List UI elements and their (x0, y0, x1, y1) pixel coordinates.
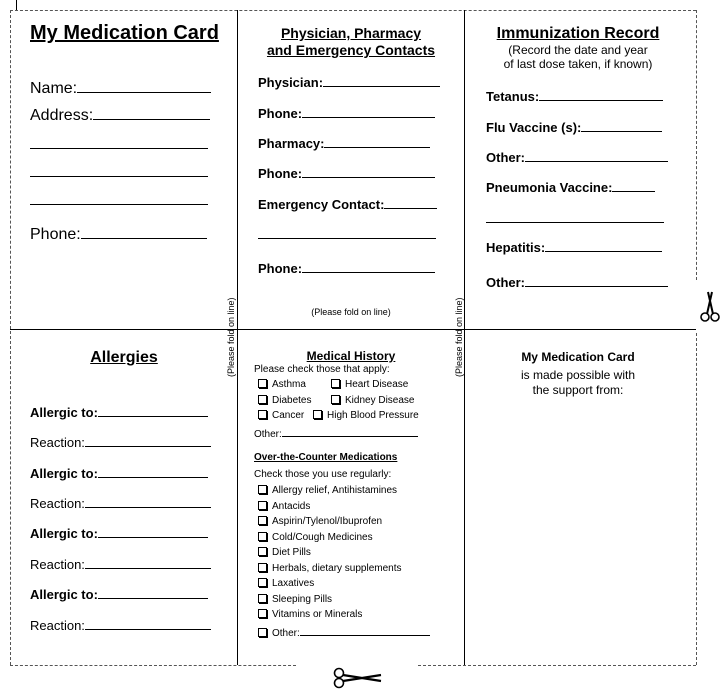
immunization-other-field-2[interactable] (486, 272, 668, 290)
otc-checkbox[interactable] (258, 532, 373, 543)
condition-checkbox[interactable] (313, 410, 419, 421)
cut-line-top (10, 10, 696, 11)
condition-label: Cancer (272, 410, 305, 421)
condition-label: Heart Disease (345, 379, 409, 390)
otc-label: Aspirin/Tylenol/Ibuprofen (272, 516, 383, 527)
fold-line-left (237, 10, 238, 665)
checkbox-icon[interactable] (313, 410, 322, 419)
checkbox-icon[interactable] (258, 379, 267, 388)
condition-checkbox[interactable] (331, 395, 414, 406)
reaction-label: Reaction: (30, 618, 85, 633)
otc-label: Vitamins or Minerals (272, 609, 363, 620)
emergency-label: Emergency Contact: (258, 197, 385, 212)
allergic-to-field-4[interactable] (30, 584, 208, 602)
otc-label: Herbals, dietary supplements (272, 563, 402, 574)
medical-other-field[interactable] (254, 426, 418, 440)
fold-line-right (464, 10, 465, 665)
checkbox-icon[interactable] (258, 628, 267, 637)
flu-label: Flu Vaccine (s): (486, 120, 582, 135)
pneumonia-label: Pneumonia Vaccine: (486, 180, 613, 195)
support-line2: is made possible with (520, 368, 636, 382)
condition-label: Kidney Disease (345, 395, 415, 406)
allergic-label: Allergic to: (30, 466, 98, 481)
phone-label: Phone: (30, 226, 81, 243)
otc-label: Other: (272, 628, 300, 639)
otc-checkbox[interactable] (258, 485, 397, 496)
medical-history-title: Medical History (306, 349, 396, 363)
physician-phone-field[interactable] (258, 103, 435, 121)
physician-label: Physician: (258, 75, 324, 90)
support-line3: the support from: (532, 383, 624, 397)
checkbox-icon[interactable] (258, 594, 267, 603)
allergic-label: Allergic to: (30, 587, 98, 602)
otc-checkbox[interactable] (258, 516, 382, 527)
checkbox-icon[interactable] (258, 485, 267, 494)
otc-label: Sleeping Pills (272, 594, 333, 605)
otc-instruction: Check those you use regularly: (254, 469, 392, 480)
other-label: Other: (486, 150, 525, 165)
cut-line-bottom-left (10, 665, 296, 666)
otc-checkbox-other[interactable] (258, 625, 430, 639)
condition-checkbox[interactable] (258, 395, 311, 406)
medical-history-instruction: Please check those that apply: (254, 364, 390, 375)
name-field[interactable] (30, 78, 211, 98)
address-label: Address: (30, 107, 94, 124)
otc-checkbox[interactable] (258, 563, 402, 574)
otc-label: Diet Pills (272, 547, 311, 558)
contacts-title-line1: Physician, Pharmacy (280, 25, 422, 41)
cut-line-left (10, 10, 11, 665)
checkbox-icon[interactable] (258, 532, 267, 541)
reaction-field-2[interactable] (30, 493, 211, 511)
otc-checkbox[interactable] (258, 547, 311, 558)
condition-label: High Blood Pressure (327, 410, 419, 421)
otc-label: Allergy relief, Antihistamines (272, 485, 398, 496)
hepatitis-label: Hepatitis: (486, 240, 546, 255)
name-label: Name: (30, 80, 78, 97)
immunization-subtitle-line2: of last dose taken, if known) (503, 57, 653, 71)
fold-line-horizontal (10, 329, 696, 330)
otc-label: Cold/Cough Medicines (272, 532, 373, 543)
condition-label: Asthma (272, 379, 306, 390)
pharmacy-label: Pharmacy: (258, 136, 325, 151)
tetanus-label: Tetanus: (486, 89, 540, 104)
checkbox-icon[interactable] (331, 395, 340, 404)
allergic-label: Allergic to: (30, 526, 98, 541)
contacts-title-line2: and Emergency Contacts (266, 42, 436, 58)
phone-label: Phone: (258, 166, 303, 181)
hepatitis-field[interactable] (486, 237, 662, 255)
allergic-to-field-1[interactable] (30, 402, 208, 420)
otc-label: Antacids (272, 501, 311, 512)
cut-line-right-bottom (696, 333, 697, 665)
condition-checkbox[interactable] (258, 410, 304, 421)
checkbox-icon[interactable] (258, 547, 267, 556)
emergency-contact-line[interactable] (258, 238, 436, 239)
allergic-to-field-3[interactable] (30, 523, 208, 541)
immunization-title: Immunization Record (496, 25, 660, 42)
emergency-contact-field[interactable] (258, 194, 437, 212)
allergies-title: Allergies (90, 349, 158, 366)
immunization-other-field[interactable] (486, 147, 668, 165)
checkbox-icon[interactable] (258, 395, 267, 404)
checkbox-icon[interactable] (258, 578, 267, 587)
checkbox-icon[interactable] (258, 516, 267, 525)
reaction-label: Reaction: (30, 435, 85, 450)
flu-vaccine-field[interactable] (486, 117, 662, 135)
pharmacy-phone-field[interactable] (258, 163, 435, 181)
fold-note-contacts: (Please fold on line) (311, 307, 391, 317)
scissors-icon (700, 290, 720, 324)
address-field[interactable] (30, 105, 210, 125)
address-line[interactable] (30, 204, 208, 205)
reaction-field-3[interactable] (30, 554, 211, 572)
condition-checkbox[interactable] (258, 379, 306, 390)
checkbox-icon[interactable] (258, 563, 267, 572)
fold-note-left: (Please fold on line) (226, 297, 236, 377)
otc-title: Over-the-Counter Medications (254, 452, 398, 463)
reaction-field-4[interactable] (30, 615, 211, 633)
scissors-icon (332, 667, 382, 689)
checkbox-icon[interactable] (258, 609, 267, 618)
allergic-label: Allergic to: (30, 405, 98, 420)
otc-checkbox[interactable] (258, 594, 332, 605)
other-label: Other: (254, 429, 282, 440)
crop-mark (16, 0, 17, 10)
immunization-subtitle-line1: (Record the date and year (508, 43, 648, 57)
pharmacy-field[interactable] (258, 133, 430, 151)
checkbox-icon[interactable] (331, 379, 340, 388)
pneumonia-vaccine-field[interactable] (486, 177, 655, 195)
cut-line-bottom-right (418, 665, 696, 666)
other-label: Other: (486, 275, 525, 290)
condition-label: Diabetes (272, 395, 312, 406)
phone-field[interactable] (30, 224, 207, 244)
reaction-field-1[interactable] (30, 432, 211, 450)
otc-checkbox[interactable] (258, 578, 314, 589)
physician-field[interactable] (258, 72, 440, 90)
otc-label: Laxatives (272, 578, 315, 589)
address-line[interactable] (30, 176, 208, 177)
otc-checkbox[interactable] (258, 501, 310, 512)
card-title: My Medication Card (30, 22, 219, 44)
fold-note-right: (Please fold on line) (454, 297, 464, 377)
pneumonia-line[interactable] (486, 222, 664, 223)
condition-checkbox[interactable] (331, 379, 408, 390)
support-line1: My Medication Card (521, 350, 635, 364)
checkbox-icon[interactable] (258, 410, 267, 419)
emergency-phone-field[interactable] (258, 258, 435, 276)
reaction-label: Reaction: (30, 496, 85, 511)
reaction-label: Reaction: (30, 557, 85, 572)
allergic-to-field-2[interactable] (30, 463, 208, 481)
phone-label: Phone: (258, 106, 303, 121)
address-line[interactable] (30, 148, 208, 149)
phone-label: Phone: (258, 261, 303, 276)
checkbox-icon[interactable] (258, 501, 267, 510)
tetanus-field[interactable] (486, 86, 663, 104)
cut-line-right-top (696, 10, 697, 280)
otc-checkbox[interactable] (258, 609, 362, 620)
